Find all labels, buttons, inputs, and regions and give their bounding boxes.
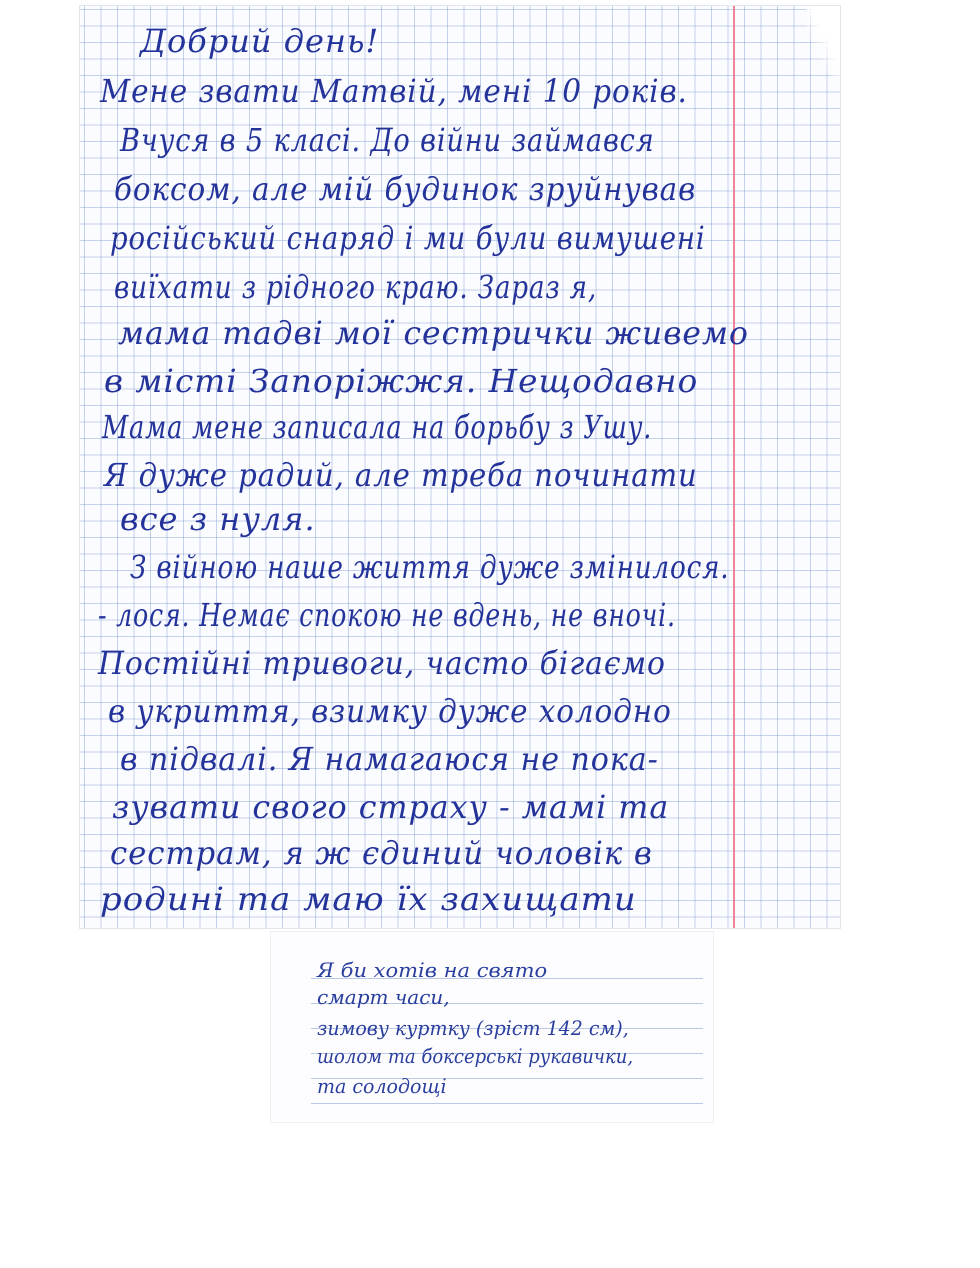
note-rule bbox=[311, 1103, 703, 1104]
letter-line: сестрам, я ж єдиний чоловік в bbox=[110, 834, 653, 872]
letter-line: Я дуже радий, але треба починати bbox=[104, 456, 698, 494]
wish-note bbox=[271, 932, 713, 1122]
letter-line: виїхати з рідного краю. Зараз я, bbox=[114, 268, 598, 306]
letter-line: в укриття, взимку дуже холодно bbox=[108, 692, 672, 730]
note-line: шолом та боксерські рукавички, bbox=[317, 1044, 634, 1068]
letter-line: в місті Запоріжжя. Нещодавно bbox=[104, 362, 699, 400]
letter-line: Мама мене записала на борьбу з Ушу. bbox=[102, 408, 653, 446]
letter-line: все з нуля. bbox=[120, 500, 316, 538]
note-line: зимову куртку (зріст 142 см), bbox=[317, 1016, 629, 1040]
letter-line: мама тадві мої сестрички живемо bbox=[118, 314, 749, 352]
letter-greeting: Добрий день! bbox=[140, 22, 380, 60]
letter-line: родині та маю їх захищати bbox=[100, 880, 637, 918]
note-line: та солодощі bbox=[317, 1074, 447, 1098]
letter-line: Мене звати Матвій, мені 10 років. bbox=[100, 72, 688, 110]
letter-line: боксом, але мій будинок зруйнував bbox=[114, 170, 697, 208]
letter-line: Вчуся в 5 класі. До війни займався bbox=[120, 121, 655, 159]
letter-line: російський снаряд і ми були вимушені bbox=[110, 219, 706, 257]
letter-line: Постійні тривоги, часто бігаємо bbox=[98, 644, 666, 682]
note-line: Я би хотів на свято bbox=[317, 958, 548, 982]
letter-line: зувати свого страху - мамі та bbox=[112, 788, 670, 826]
letter-line: в підвалі. Я намагаюся не пока- bbox=[120, 740, 659, 778]
letter-line: З війною наше життя дуже змінилося. bbox=[130, 548, 730, 586]
note-line: смарт часи, bbox=[317, 985, 450, 1009]
margin-line bbox=[733, 6, 735, 928]
letter-line: - лося. Немає спокою не вдень, не вночі. bbox=[98, 596, 676, 634]
